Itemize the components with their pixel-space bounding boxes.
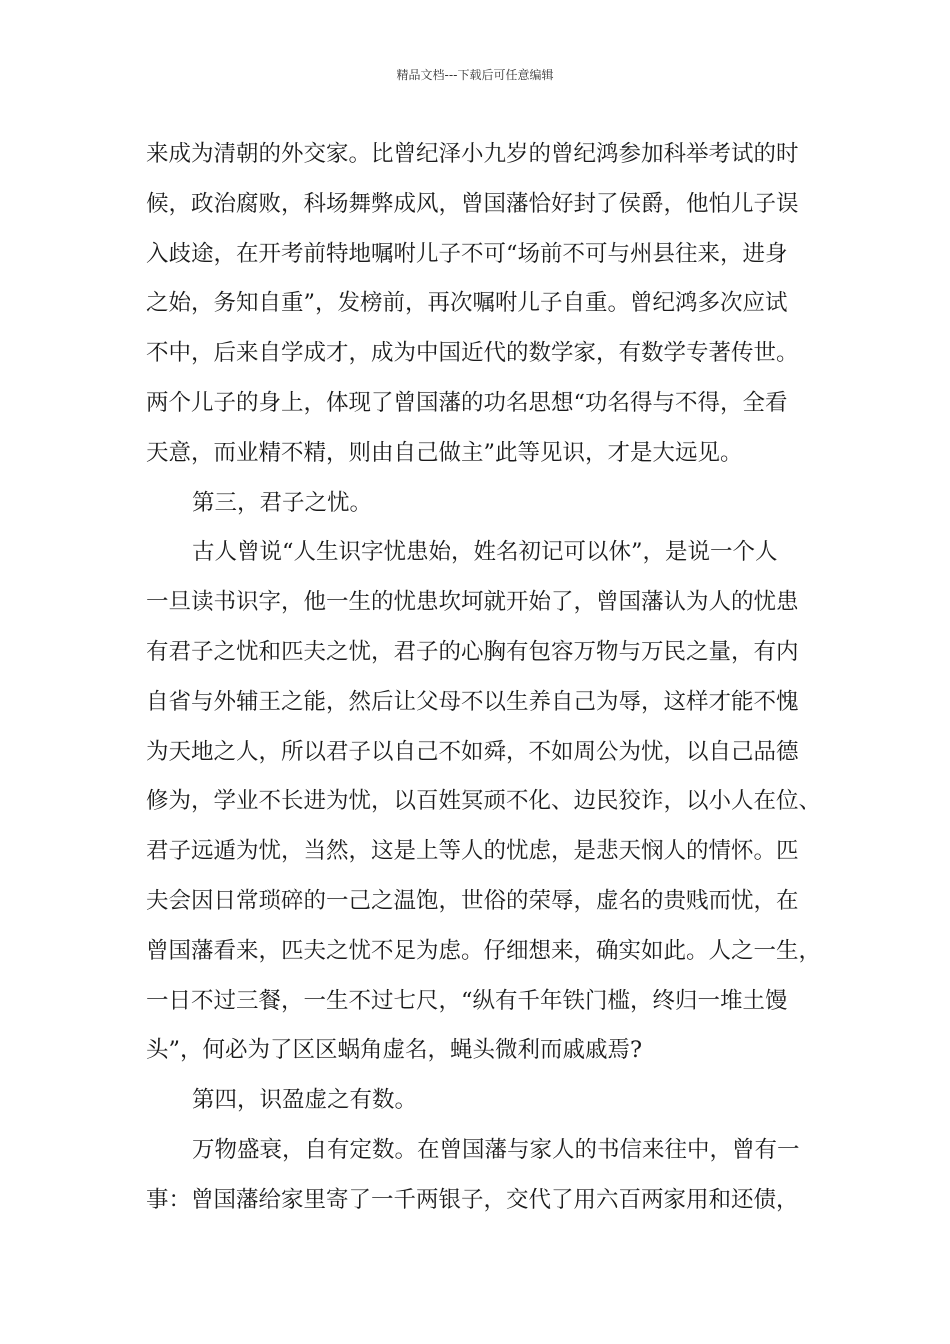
- text-line: 不中，后来自学成才，成为中国近代的数学家，有数学专著传世。: [146, 340, 799, 367]
- text-line: 万物盛衰，自有定数。在曾国藩与家人的书信来往中，曾有一: [192, 1136, 800, 1163]
- text-line: 天意，而业精不精，则由自己做主”此等见识，才是大远见。: [146, 439, 743, 466]
- text-line: 有君子之忧和匹夫之忧，君子的心胸有包容万物与万民之量，有内: [146, 638, 799, 665]
- body-text: [146, 130, 826, 1226]
- text-line: 两个儿子的身上，体现了曾国藩的功名思想“功名得与不得，全看: [146, 389, 788, 416]
- text-line: 古人曾说“人生识字忧患始，姓名初记可以休”，是说一个人: [192, 539, 778, 566]
- text-line: 曾国藩看来，匹夫之忧不足为虑。仔细想来，确实如此。人之一生，: [146, 937, 822, 964]
- text-line: 入歧途，在开考前特地嘱咐儿子不可“场前不可与州县往来，进身: [146, 240, 788, 267]
- text-line: 为天地之人，所以君子以自己不如舜，不如周公为忧，以自己品德: [146, 738, 799, 765]
- text-line: 第三，君子之忧。: [192, 489, 373, 516]
- text-line: 夫会因日常琐碎的一己之温饱，世俗的荣辱，虚名的贵贱而忧，在: [146, 887, 799, 914]
- text-line: 修为，学业不长进为忧，以百姓冥顽不化、边民狡诈，以小人在位、: [146, 788, 822, 815]
- text-line: 事：曾国藩给家里寄了一千两银子，交代了用六百两家用和还债，: [146, 1186, 799, 1213]
- text-line: 自省与外辅王之能，然后让父母不以生养自己为辱，这样才能不愧: [146, 688, 799, 715]
- text-line: 候，政治腐败，科场舞弊成风，曾国藩恰好封了侯爵，他怕儿子误: [146, 190, 799, 217]
- text-line: 之始，务知自重”，发榜前，再次嘱咐儿子自重。曾纪鸿多次应试: [146, 290, 788, 317]
- text-line: 一旦读书识字，他一生的忧患坎坷就开始了，曾国藩认为人的忧患: [146, 589, 799, 616]
- page-header: 精品文档---下载后可任意编辑: [396, 68, 554, 82]
- text-line: 头”，何必为了区区蜗角虚名，蝇头微利而戚戚焉?: [146, 1037, 643, 1064]
- text-line: 第四，识盈虚之有数。: [192, 1087, 418, 1114]
- text-line: 来成为清朝的外交家。比曾纪泽小九岁的曾纪鸿参加科举考试的时: [146, 141, 799, 167]
- text-line: 君子远遁为忧，当然，这是上等人的忧虑，是悲天悯人的情怀。匹: [146, 838, 799, 865]
- text-line: 一日不过三餐，一生不过七尺，“纵有千年铁门槛，终归一堆土馒: [146, 987, 788, 1014]
